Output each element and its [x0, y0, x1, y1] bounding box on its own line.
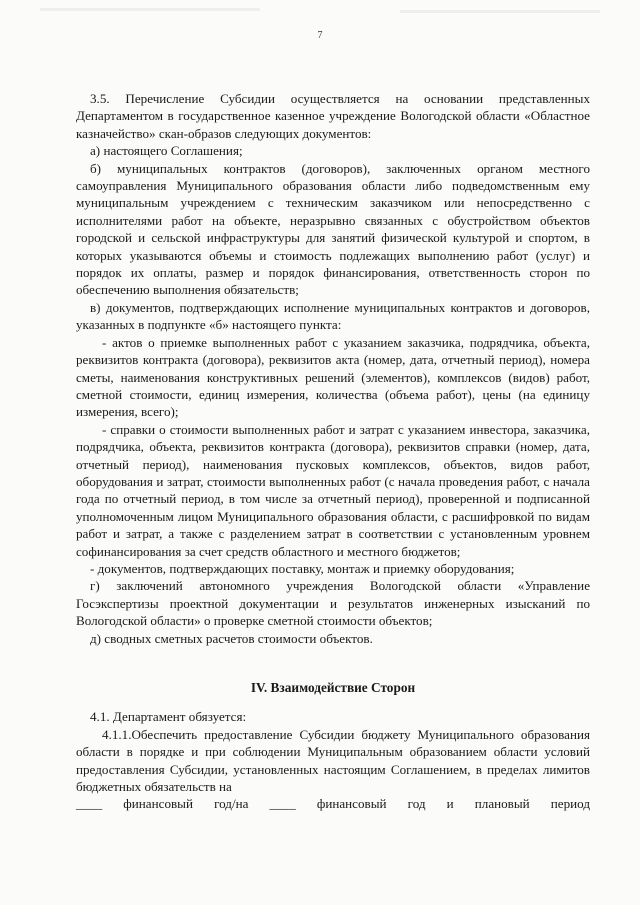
- bullet-acts: - актов о приемке выполненных работ с указанием заказчика, подрядчика, объекта, реквизитов контракта (договора), реквизитов акта (номер, дата, отчетный период), номера сметы, наименования конструктивных решений (элементов), комплексов (видов) работ, сметной стоимости, единиц измерения, количества (объема работ), цены (на единицу измерения, всего);: [76, 334, 590, 420]
- section-heading: IV. Взаимодействие Сторон: [250, 680, 416, 695]
- item-a: а) настоящего Соглашения;: [90, 143, 243, 159]
- paragraph-4-1-1: 4.1.1.Обеспечить предоставление Субсидии бюджету Муниципального образования области в порядке и при соблюдении Муниципальным образованием области условий предоставления Субсидии, установленных настоящим Соглашением, в пределах лимитов бюджетных обязательств на: [76, 726, 590, 795]
- show-through-artifact: [400, 10, 600, 13]
- bullet-certificates: - справки о стоимости выполненных работ и затрат с указанием инвестора, заказчика, подрядчика, объекта, реквизитов контракта (договора), реквизитов справки (номер, дата, отчетный период), наименования пусковых комплексов, объектов, видов работ, оборудования и затрат, стоимости выполненных работ (с начала проведения работ, с начала года по отчетный период, в том числе за отчетный период), проверенной и подписанной уполномоченным лицом Муниципального образования области, с расшифровкой по видам работ и затрат, а также с разделением затрат в соответствии с установленным уровнем софинансирования за счет средств областного и местного бюджетов;: [76, 421, 590, 559]
- page-number: 7: [317, 30, 323, 41]
- paragraph-4-1-1-continued: ____ финансовый год/на ____ финансовый год и плановый период: [76, 796, 590, 812]
- paragraph-4-1: 4.1. Департамент обязуется:: [90, 709, 247, 725]
- item-b: б) муниципальных контрактов (договоров), заключенных органом местного самоуправления Муниципального образования области либо подведомственным ему муниципальным учреждением с техническим заказчиком или непосредственно с исполнителями работ на объекте, неразрывно связанных с обустройством объектов городской и сельской инфраструктуры для занятий физической культурой и спортом, в которых указываются объемы и стоимость подлежащих выполнению работ (услуг) и порядок их оплаты, размер и порядок финансирования, ответственность сторон по обеспечению выполнения обязательств;: [76, 160, 590, 298]
- item-d: д) сводных сметных расчетов стоимости объектов.: [90, 630, 373, 646]
- bullet-documents: - документов, подтверждающих поставку, монтаж и приемку оборудования;: [90, 560, 515, 576]
- show-through-artifact: [40, 8, 260, 11]
- paragraph-3-5: 3.5. Перечисление Субсидии осуществляется на основании представленных Департаментом в государственное казенное учреждение Вологодской области «Областное казначейство» скан-образов следующих документов:: [76, 91, 590, 141]
- document-body: [76, 90, 590, 813]
- item-g: г) заключений автономного учреждения Вологодской области «Управление Госэкспертизы проектной документации и результатов инженерных изысканий по Вологодской области» о проверке сметной стоимости объектов;: [76, 578, 590, 629]
- item-v: в) документов, подтверждающих исполнение муниципальных контрактов и договоров, указанных в подпункте «б» настоящего пункта:: [76, 299, 590, 333]
